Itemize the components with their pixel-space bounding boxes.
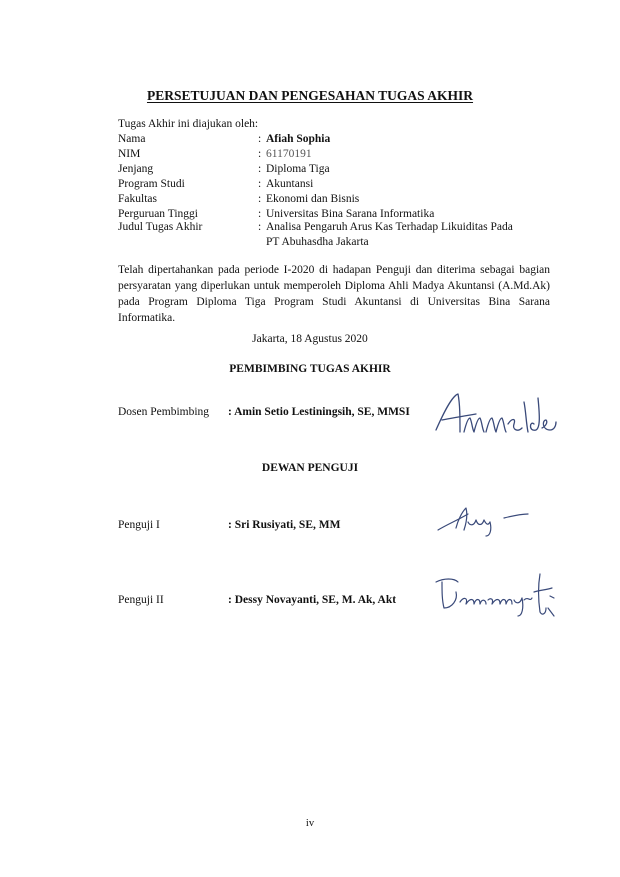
field-colon: : (258, 208, 262, 220)
pembimbing-name: : Amin Setio Lestiningsih, SE, MMSI (228, 406, 410, 418)
penguji-heading: DEWAN PENGUJI (261, 462, 359, 474)
penguji-2-name: : Dessy Novayanti, SE, M. Ak, Akt (228, 594, 397, 606)
penguji-2-label: Penguji II (118, 594, 164, 606)
approval-paragraph: Telah dipertahankan pada periode I-2020 di hadapan Penguji dan diterima sebagai bagian persyaratan yang diperlukan untuk memperoleh Diploma Ahli Madya Akuntansi (A.Md.Ak) pada Program Diploma Tiga Program Studi Akuntansi di Universitas Bina Sarana Informatika. (118, 264, 550, 324)
field-row-nama (118, 133, 558, 149)
field-label: Jenjang (118, 163, 154, 175)
field-row-program-studi (118, 178, 558, 194)
pembimbing-signature (430, 388, 560, 438)
field-row-fakultas (118, 193, 558, 209)
field-colon: : (258, 133, 262, 145)
place-date: Jakarta, 18 Agustus 2020 (252, 333, 368, 345)
field-value: Diploma Tiga (266, 163, 330, 175)
field-value: Ekonomi dan Bisnis (266, 193, 360, 205)
field-value: Afiah Sophia (266, 133, 331, 145)
field-value: Akuntansi (266, 178, 314, 190)
field-colon: : (258, 221, 262, 233)
field-label: Program Studi (118, 178, 185, 190)
penguji-1-label: Penguji I (118, 519, 160, 531)
field-colon: : (258, 193, 262, 205)
field-label: Perguruan Tinggi (118, 208, 198, 220)
field-colon: : (258, 148, 262, 160)
field-label: Fakultas (118, 193, 157, 205)
field-label: Nama (118, 133, 146, 145)
pembimbing-heading: PEMBIMBING TUGAS AKHIR (229, 363, 391, 375)
field-row-jenjang (118, 163, 558, 179)
field-colon: : (258, 178, 262, 190)
intro-text: Tugas Akhir ini diajukan oleh: (118, 118, 259, 130)
pembimbing-label: Dosen Pembimbing (118, 406, 210, 418)
penguji-1-signature (434, 500, 534, 540)
penguji-2-signature (432, 568, 562, 624)
page-number: iv (305, 818, 315, 829)
field-row-nim (118, 148, 558, 164)
field-value: Universitas Bina Sarana Informatika (266, 208, 435, 220)
field-colon: : (258, 163, 262, 175)
field-label: NIM (118, 148, 141, 160)
judul-continuation: PT Abuhasdha Jakarta (266, 236, 369, 248)
field-value: 61170191 (266, 148, 312, 160)
field-value: Analisa Pengaruh Arus Kas Terhadap Likuiditas Pada (266, 221, 513, 233)
field-row-judul (118, 221, 558, 237)
penguji-1-name: : Sri Rusiyati, SE, MM (228, 519, 341, 531)
field-label: Judul Tugas Akhir (118, 221, 203, 233)
document-title: PERSETUJUAN DAN PENGESAHAN TUGAS AKHIR (146, 88, 474, 103)
